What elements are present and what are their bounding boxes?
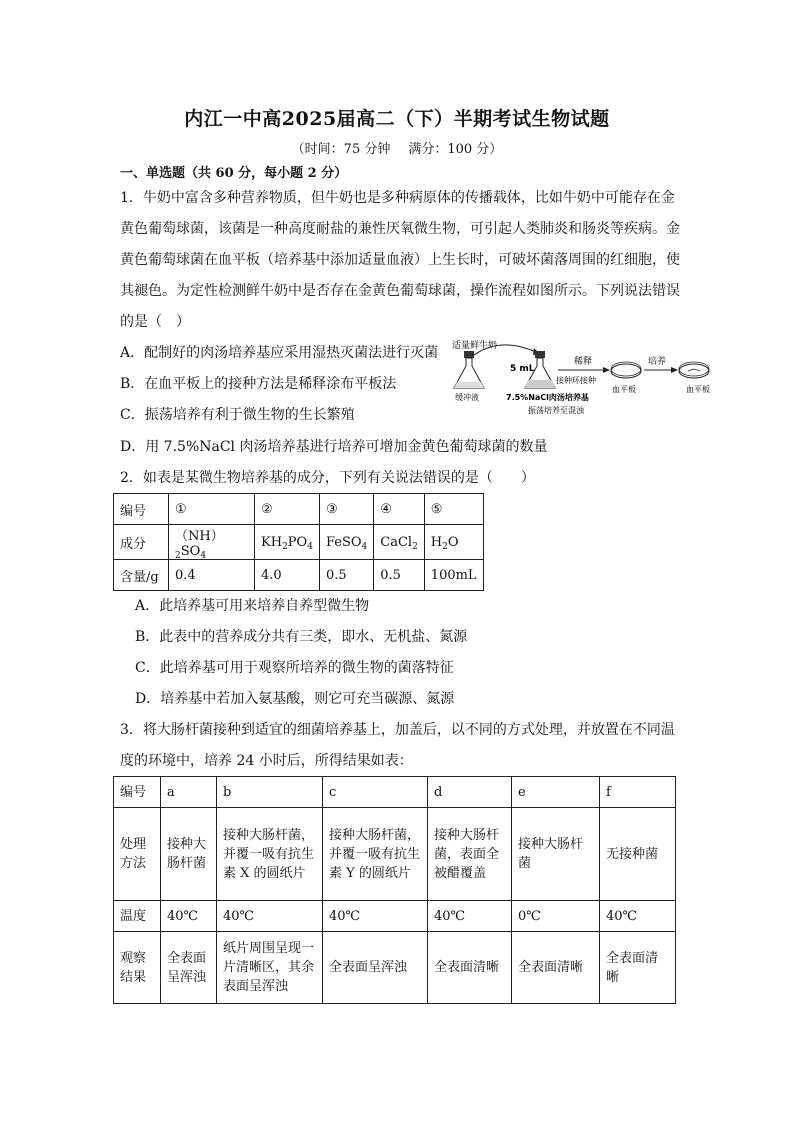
q1-stem: 1．牛奶中富含多种营养物质，但牛奶也是多种病原体的传播载体，比如牛奶中可能存在金黄色葡萄球菌，该菌是一种高度耐盐的兼性厌氧微生物，可引起人类肺炎和肠炎等疾病。金黄色葡萄球菌在血平板（培养基中添加适量血液）上生长时，可破坏菌落周围的红细胞，使其褪色。为定性检测鲜牛奶中是否存在金黄色葡萄球菌，操作流程如图所示。下列说法错误的是（ ）: [120, 190, 680, 330]
table-row: [114, 560, 484, 591]
table-cell: ③: [319, 494, 373, 525]
table-cell: 40℃: [217, 901, 323, 932]
table-cell: 全表面清晰: [512, 932, 600, 1004]
arrow-right-icon: [603, 367, 610, 373]
fig-flask2-liquid: [525, 380, 555, 388]
table-cell: $H_2O$: [424, 525, 483, 560]
table-cell: ①: [169, 494, 255, 525]
table-cell: d: [428, 777, 512, 808]
table-cell: 4.0: [255, 560, 320, 591]
q2-stem: 2．如表是某微生物培养基的成分，下列有关说法错误的是（ ）: [120, 470, 535, 486]
table-cell: 无接种菌: [600, 808, 676, 901]
table-cell: 100mL: [424, 560, 483, 591]
table-cell: 接种大肠杆菌，表面全被醋覆盖: [428, 808, 512, 901]
table-cell: 40℃: [161, 901, 217, 932]
q2-option-c: C．此培养基可用于观察所培养的微生物的菌落特征: [135, 660, 454, 676]
fig-shake-label: 振荡培养至混浊: [528, 406, 584, 415]
arrow-right-icon: [671, 367, 678, 373]
q1-option-a: A．配制好的肉汤培养基应采用湿热灭菌法进行灭菌: [120, 345, 439, 361]
q1-procedure-figure: [440, 336, 722, 418]
table-row: [114, 525, 484, 560]
table-cell: 温度: [114, 901, 161, 932]
table-cell: 0.4: [169, 560, 255, 591]
exam-time: （时间：75 分钟: [291, 142, 391, 157]
table-cell: 全表面清晰: [600, 932, 676, 1004]
table-cell: 全表面清晰: [428, 932, 512, 1004]
table-row: [114, 808, 676, 901]
fig-flask1-cap: [464, 351, 474, 358]
fig-milk-label: 适量鲜牛奶: [452, 341, 498, 351]
table-cell: a: [161, 777, 217, 808]
table-cell: 成分: [114, 525, 169, 560]
q1-option-d: D．用 7.5%NaCl 肉汤培养基进行培养可增加金黄色葡萄球菌的数量: [120, 439, 548, 455]
table-cell: b: [217, 777, 323, 808]
q2-option-b: B．此表中的营养成分共有三类，即水、无机盐、氮源: [135, 629, 468, 645]
fig-broth-label: 7.5%NaCl肉汤培养基: [506, 393, 589, 402]
q2-medium-table: [113, 493, 484, 591]
section-heading: 一、单选题（共 60 分，每小题 2 分）: [120, 166, 348, 181]
table-cell: 0.5: [319, 560, 373, 591]
table-cell: 0℃: [512, 901, 600, 932]
table-cell: e: [512, 777, 600, 808]
q3-results-table: [113, 776, 676, 1004]
table-cell: $KH_2PO_4$: [255, 525, 320, 560]
fig-volume-label: 5 mL: [510, 364, 535, 374]
fig-plate-label-2: 血平板: [686, 385, 710, 394]
table-cell: 40℃: [428, 901, 512, 932]
table-cell: CaCl$_2$: [374, 525, 425, 560]
table-cell: 全表面呈浑浊: [323, 932, 428, 1004]
table-cell: 接种大肠杆菌: [161, 808, 217, 901]
q2-option-d: D．培养基中若加入氨基酸，则它可充当碳源、氮源: [135, 691, 455, 707]
table-cell: 0.5: [374, 560, 425, 591]
q2-option-a: A．此培养基可用来培养自养型微生物: [135, 598, 370, 614]
table-cell: 接种大肠杆菌，并覆一吸有抗生素 X 的圆纸片: [217, 808, 323, 901]
table-cell: 编号: [114, 494, 169, 525]
table-cell: 观察结果: [114, 932, 161, 1004]
fig-flask1-liquid: [454, 382, 484, 388]
table-row: [114, 777, 676, 808]
table-cell: 40℃: [600, 901, 676, 932]
table-cell: 40℃: [323, 901, 428, 932]
table-cell: FeSO$_4$: [319, 525, 373, 560]
fig-plate-label-1: 血平板: [612, 385, 636, 394]
table-cell: $(NH)_2SO_4$: [169, 525, 255, 560]
exam-score: 满分：100 分）: [408, 142, 503, 157]
table-cell: 纸片周围呈现一片清晰区，其余表面呈浑浊: [217, 932, 323, 1004]
q1-option-c: C．振荡培养有利于微生物的生长繁殖: [120, 407, 355, 423]
table-row: [114, 932, 676, 1004]
fig-culture-label: 培养: [648, 357, 667, 367]
table-row: [114, 494, 484, 525]
table-cell: 处理方法: [114, 808, 161, 901]
table-cell: 含量/g: [114, 560, 169, 591]
table-cell: 编号: [114, 777, 161, 808]
exam-info: [0, 138, 794, 157]
table-cell: ②: [255, 494, 320, 525]
table-cell: c: [323, 777, 428, 808]
q3-stem-line2: 度的环境中，培养 24 小时后，所得结果如表：: [120, 753, 413, 769]
table-row: [114, 901, 676, 932]
q1-option-b: B．在血平板上的接种方法是稀释涂布平板法: [120, 376, 397, 392]
table-cell: ④: [374, 494, 425, 525]
q3-stem-line1: 3．将大肠杆菌接种到适宜的细菌培养基上，加盖后，以不同的方式处理，并放置在不同温: [120, 722, 675, 738]
fig-dilute-label: 稀释: [574, 357, 593, 367]
table-cell: ⑤: [424, 494, 483, 525]
fig-buffer-label: 缓冲液: [455, 393, 479, 402]
fig-inoculate-label: 接种环接种: [556, 376, 596, 385]
table-cell: 接种大肠杆菌: [512, 808, 600, 901]
fig-flask2-cap: [535, 351, 545, 358]
table-cell: 接种大肠杆菌，并覆一吸有抗生素 Y 的圆纸片: [323, 808, 428, 901]
table-cell: f: [600, 777, 676, 808]
table-cell: 全表面呈浑浊: [161, 932, 217, 1004]
page-title: 内江一中高2025届高二（下）半期考试生物试题: [184, 108, 610, 130]
